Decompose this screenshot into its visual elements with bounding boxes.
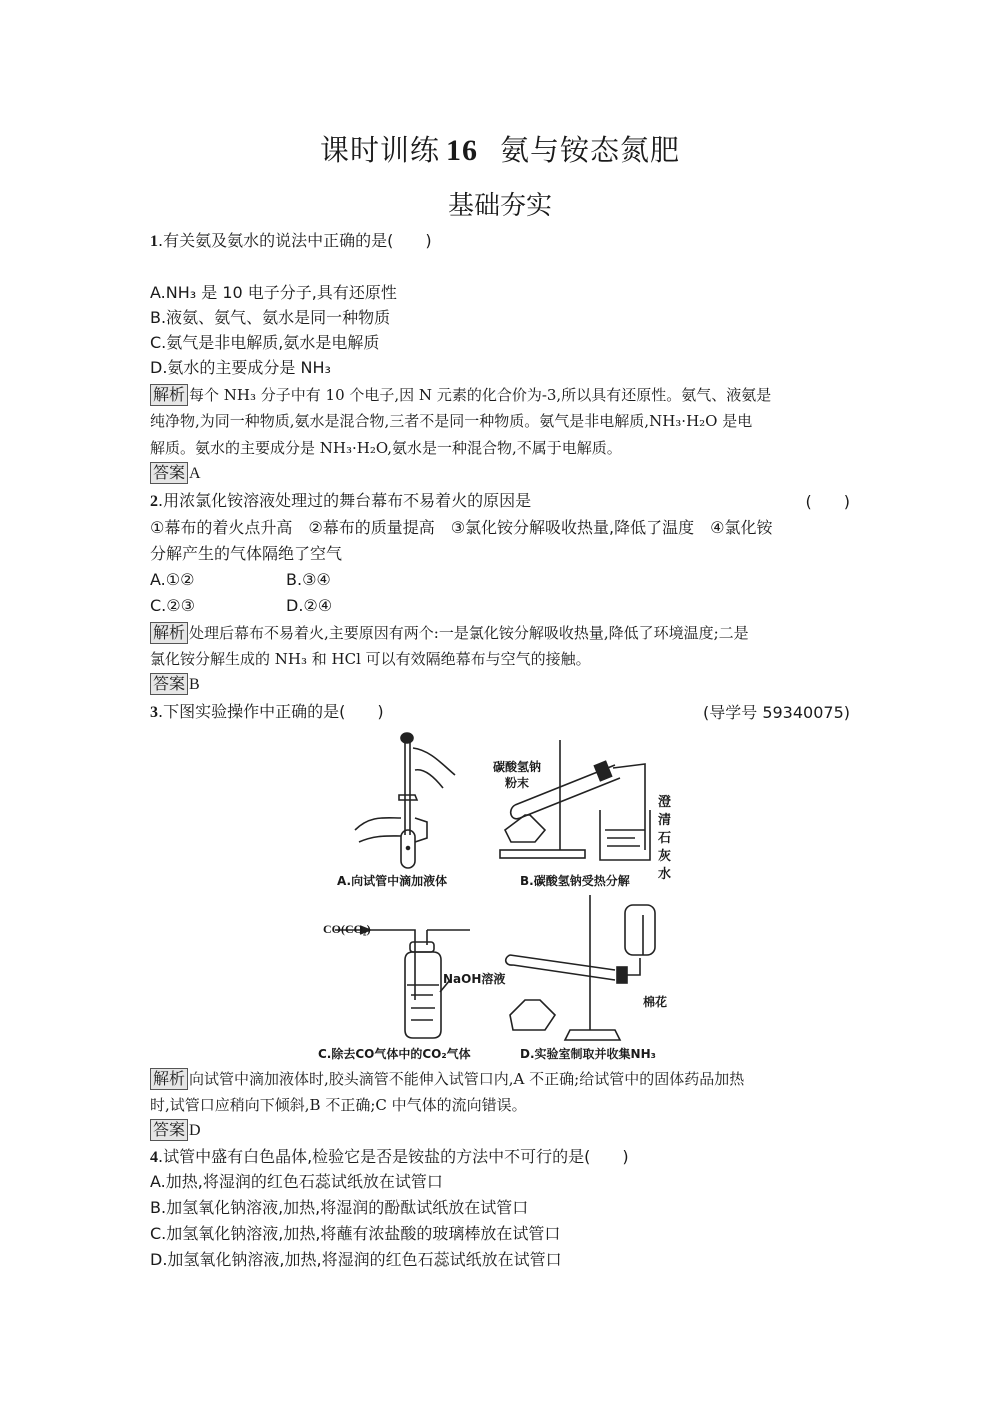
- question-2-stem: 2.用浓氯化铵溶液处理过的舞台幕布不易着火的原因是: [150, 491, 532, 510]
- caption-b: B.碳酸氢钠受热分解: [520, 874, 630, 888]
- title-topic: 氨与铵态氮肥: [500, 133, 681, 167]
- question-3-stem: 3.下图实验操作中正确的是( ): [150, 702, 384, 721]
- caption-d: D.实验室制取并收集NH₃: [520, 1047, 656, 1061]
- analysis-label: 解析: [150, 1068, 188, 1090]
- question-2-analysis-line-2: 氯化铵分解生成的 NH₃ 和 HCl 可以有效隔绝幕布与空气的接触。: [150, 650, 591, 668]
- question-2-options-row-2: [150, 594, 422, 618]
- caption-a: A.向试管中滴加液体: [337, 874, 448, 888]
- question-2-option-a: A.①②: [150, 570, 195, 589]
- analysis-label: 解析: [150, 384, 188, 406]
- question-1-option-d: D.氨水的主要成分是 NH₃: [150, 358, 331, 377]
- label-cotton: 棉花: [643, 995, 668, 1009]
- question-2-analysis: 解析 处理后幕布不易着火,主要原因有两个:一是氯化铵分解吸收热量,降低了环境温度;二是: [150, 621, 749, 645]
- question-4-stem: 4.试管中盛有白色晶体,检验它是否是铵盐的方法中不可行的是( ): [150, 1147, 629, 1166]
- question-1-option-a: A.NH₃ 是 10 电子分子,具有还原性: [150, 283, 397, 302]
- question-3-analysis-line-2: 时,试管口应稍向下倾斜,B 不正确;C 中气体的流向错误。: [150, 1096, 527, 1114]
- question-4-option-b: B.加氢氧化钠溶液,加热,将湿润的酚酞试纸放在试管口: [150, 1198, 529, 1217]
- label-gas-inlet: CO(CO₂): [323, 922, 371, 936]
- question-1-stem: 1.有关氨及氨水的说法中正确的是( ): [150, 231, 432, 250]
- lesson-number: 16: [446, 134, 478, 167]
- question-2-option-b: B.③④: [286, 570, 331, 589]
- question-1-option-c: C.氨气是非电解质,氨水是电解质: [150, 333, 380, 352]
- label-limewater: 澄 清 石 灰 水: [658, 795, 672, 882]
- question-4-option-d: D.加氢氧化钠溶液,加热,将湿润的红色石蕊试纸放在试管口: [150, 1250, 562, 1269]
- question-2-statements-line-2: 分解产生的气体隔绝了空气: [150, 544, 343, 563]
- question-1-analysis-line-2: 纯净物,为同一种物质,氨水是混合物,三者不是同一种物质。氨气是非电解质,NH₃·H₂O 是电: [150, 412, 753, 430]
- question-1-analysis: 解析 每个 NH₃ 分子中有 10 个电子,因 N 元素的化合价为-3,所以具有还原性。氨气、液氨是: [150, 383, 771, 407]
- question-2-bracket: ( ): [805, 492, 850, 511]
- label-naoh-solution: NaOH溶液: [443, 972, 506, 986]
- answer-label: 答案: [150, 1119, 188, 1141]
- caption-c: C.除去CO气体中的CO₂气体: [318, 1047, 471, 1061]
- dropper-test-tube-drawing: [355, 733, 455, 868]
- question-1-analysis-line-3: 解质。氨水的主要成分是 NH₃·H₂O,氨水是一种混合物,不属于电解质。: [150, 439, 622, 457]
- question-4-option-c: C.加氢氧化钠溶液,加热,将蘸有浓盐酸的玻璃棒放在试管口: [150, 1224, 561, 1243]
- label-powder: 粉末: [505, 776, 530, 790]
- label-sodium-bicarbonate: 碳酸氢钠: [493, 760, 542, 774]
- question-2-answer: 答案 B: [150, 673, 200, 697]
- question-1-option-b: B.液氨、氨气、氨水是同一种物质: [150, 308, 391, 327]
- answer-label: 答案: [150, 462, 188, 484]
- question-2-option-d: D.②④: [286, 596, 333, 615]
- answer-label: 答案: [150, 673, 188, 695]
- section-title: 基础夯实: [447, 191, 552, 221]
- analysis-label: 解析: [150, 622, 188, 644]
- ammonia-apparatus-d: [506, 895, 655, 1040]
- question-2-options-row-1: [150, 568, 422, 592]
- question-2-statements: ①幕布的着火点升高 ②幕布的质量提高 ③氯化铵分解吸收热量,降低了温度 ④氯化铵: [150, 518, 773, 537]
- question-3-reference: (导学号 59340075): [702, 703, 850, 722]
- question-3-answer: 答案 D: [150, 1119, 201, 1143]
- question-2-option-c: C.②③: [150, 596, 195, 615]
- experiment-figure: [315, 730, 695, 1065]
- page-title: [0, 128, 1000, 169]
- title-prefix: 课时训练: [319, 133, 440, 167]
- question-1-answer: 答案 A: [150, 462, 201, 486]
- question-3-analysis: 解析 向试管中滴加液体时,胶头滴管不能伸入试管口内,A 不正确;给试管中的固体药品加热: [150, 1067, 744, 1091]
- question-4-option-a: A.加热,将湿润的红色石蕊试纸放在试管口: [150, 1172, 443, 1191]
